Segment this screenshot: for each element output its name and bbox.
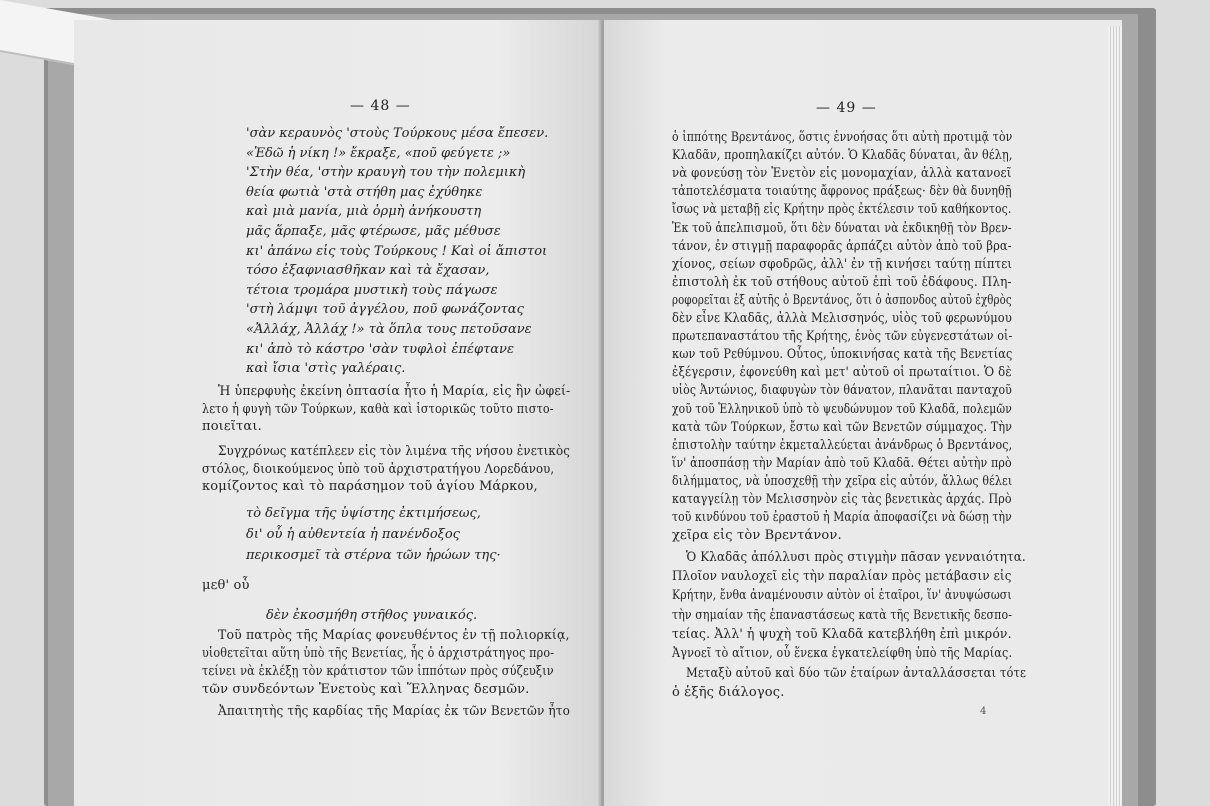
text-line: 'Στὴν θέα, 'στὴν κραυγὴ του τὴν πολεμικὴ <box>246 165 526 181</box>
text-line: χοῦ τοῦ Ἑλληνικοῦ ὑπὸ τὸ ψευδώνυμον τοῦ Κλαδᾶ, πολεμῶν <box>672 401 1012 417</box>
text-line: τείας. Ἀλλ' ἡ ψυχὴ τοῦ Κλαδᾶ κατεβλήθη ἐπὶ μικρόν. <box>672 626 1012 642</box>
text-line: Ἐκ τοῦ ἀπελπισμοῦ, ὅτι δὲν δύναται νὰ ἐκδικηθῇ τὸν Βρεν- <box>672 220 1012 236</box>
text-line: Τοῦ πατρὸς τῆς Μαρίας φονευθέντος ἐν τῇ πολιορκίᾳ, <box>218 628 570 643</box>
text-line: ἴσως νὰ μεταβῇ εἰς Κρήτην πρὸς ἐκτέλεσιν τοῦ καθήκοντος. <box>672 202 1012 218</box>
text-line: Ἀπαιτητὴς τῆς καρδίας τῆς Μαρίας ἐκ τῶν Βενετῶν ἦτο <box>218 704 571 719</box>
text-line: μᾶς ἅρπαξε, μᾶς φτέρωσε, μᾶς μέθυσε <box>246 224 501 239</box>
text-line: καταγγείλῃ τὸν Μελισσηνὸν εἰς τὰς βενετικὰς ἀρχάς. Πρὸ <box>672 492 1012 507</box>
text-line: καὶ ἴσια 'στὶς γαλέραις. <box>246 361 406 377</box>
page-number-right: — 49 — <box>816 100 877 116</box>
text-line: Πλοῖον ναυλοχεῖ εἰς τὴν παραλίαν πρὸς μετάβασιν εἰς <box>672 569 1012 585</box>
text-line: περικοσμεῖ τὰ στέρνα τῶν ἡρώων της· <box>246 548 501 563</box>
text-line: τείνει νὰ ἐκλέξῃ τὸν κράτιστον τῶν ἱππότων πρὸς σύζευξιν <box>202 664 554 679</box>
page-number-left: — 48 — <box>350 98 411 114</box>
text-line: δὲν εἶνε Κλαδᾶς, ἀλλὰ Μελισσηνός, υἱὸς τοῦ φερωνύμου <box>672 311 1012 326</box>
text-line: ὁ ἑξῆς διάλογος. <box>672 685 785 700</box>
text-line: ἵν' ἀποσπάσῃ τὴν Μαρίαν ἀπὸ τοῦ Κλαδᾶ. Θέτει αὐτὴν πρὸ <box>672 455 1012 471</box>
text-line: τοῦ κινδύνου τοῦ ἐραστοῦ ἡ Μαρία ἀποφασίζει νὰ δώσῃ τὴν <box>672 510 1012 526</box>
text-line: Μεταξὺ αὐτοῦ καὶ δύο τῶν ἑταίρων ἀνταλλάσσεται τότε <box>686 666 1027 681</box>
text-line: χίονος, σείων σφοδρῶς, ἀλλ' ἐν τῇ κινήσει ταύτῃ πίπτει <box>672 256 1013 272</box>
text-line: καὶ μιὰ μανία, μιὰ ὁρμὴ ἀνήκουστη <box>246 204 482 220</box>
text-line: «Ἐδῶ ἡ νίκη !» ἔκραξε, «ποῦ φεύγετε ;» <box>246 145 511 161</box>
signature-mark: 4 <box>980 706 987 717</box>
text-line: τόσο ἐξαφνιασθῆκαν καὶ τὰ ἔχασαν, <box>246 263 490 279</box>
text-line: «Ἀλλάχ, Ἀλλάχ !» τὰ ὅπλα τους πετοῦσανε <box>246 322 532 337</box>
text-line: τάνον, ἐν στιγμῇ παραφορᾶς ἁρπάζει αὐτὸν ἀπὸ τοῦ βρα- <box>672 238 1012 254</box>
text-line: κι' ἀπάνω εἰς τοὺς Τούρκους ! Καὶ οἱ ἄπιστοι <box>246 243 548 259</box>
text-line: τὸ δεῖγμα τῆς ὑψίστης ἐκτιμήσεως, <box>246 506 481 521</box>
right-page <box>604 20 1122 806</box>
page-edges <box>1108 26 1122 806</box>
text-line: Ὁ Κλαδᾶς ἀπόλλυσι πρὸς στιγμὴν πᾶσαν γενναιότητα. <box>686 550 1026 565</box>
text-line: τῶν συνδεόντων Ἐνετοὺς καὶ Ἕλληνας δεσμῶν. <box>202 682 530 697</box>
text-line: υἱοθετεῖται αὕτη ὑπὸ τῆς Βενετίας, ἧς ὁ ἀρχιστράτηγος προ- <box>202 646 555 661</box>
text-line: κων τοῦ Ρεθύμνου. Οὗτος, ὑποκινήσας κατὰ τῆς Βενετίας <box>672 347 1013 363</box>
text-line: Ἡ ὑπερφυὴς ἐκείνη ὀπτασία ἦτο ἡ Μαρία, εἰς ἣν ὠφεί- <box>218 384 571 399</box>
text-line: ἐπιστολὴ ἐκ τοῦ στήθους αὐτοῦ ἐπὶ τοῦ ἐδάφους. Πλη- <box>672 274 1012 290</box>
text-line: κομίζοντος καὶ τὸ παράσημον τοῦ ἁγίου Μάρκου, <box>202 479 538 494</box>
text-line: δι' οὗ ἡ αὐθεντεία ἡ πανένδοξος <box>246 527 460 542</box>
text-line: Κλαδᾶν, προπηλακίζει αὐτόν. Ὁ Κλαδᾶς δύναται, ἂν θέλῃ, <box>672 148 1013 164</box>
text-line: θεία φωτιὰ 'στὰ στήθη μας ἐχύθηκε <box>246 184 483 200</box>
text-line: Συγχρόνως κατέπλεεν εἰς τὸν λιμένα τῆς νήσου ἐνετικὸς <box>218 444 570 459</box>
text-line: διλήμματος, νὰ ὑποσχεθῇ τὴν χεῖρα εἰς αὐτόν, ἄλλως θέλει <box>672 473 1013 489</box>
text-line: στόλος, διοικούμενος ὑπὸ τοῦ ἀρχιστρατήγου Λορεδάνου, <box>202 461 555 477</box>
text-line: κατὰ τῶν Τούρκων, ἔστω καὶ τῶν Βενετῶν σύμμαχος. Τὴν <box>672 419 1013 435</box>
text-line: Κρήτην, ἔνθα ἀναμένουσιν αὐτὸν οἱ ἑταῖροι, ἵν' ἀνυψώσωσι <box>672 588 1012 604</box>
left-page <box>74 20 602 806</box>
text-meth-ou: μεθ' οὗ <box>202 578 250 593</box>
text-line: τἀποτελέσματα τοιαύτης ἄφρονος πράξεως· δὲν θὰ δυνηθῇ <box>672 184 1012 200</box>
text-line: ἐπιστολὴν ταύτην ἐκμεταλλεύεται ἀνάνδρως ὁ Βρεντάνος, <box>672 437 1013 453</box>
text-line: Ἀγνοεῖ τὸ αἴτιον, οὗ ἕνεκα ἐγκατελείφθη ὑπὸ τῆς Μαρίας. <box>672 646 1013 661</box>
text-line: υἱὸς Ἀντώνιος, διαφυγὼν τὸν θάνατον, πλανᾶται πανταχοῦ <box>672 383 1012 399</box>
text-line: ποιεῖται. <box>202 419 262 434</box>
text-line: χεῖρα εἰς τὸν Βρεντάνον. <box>672 528 842 544</box>
text-line: ἐξέγερσιν, ἐφονεύθη καὶ μετ' αὐτοῦ οἱ πρωταίτιοι. Ὁ δὲ <box>672 365 1012 381</box>
text-line: τὴν σημαίαν τῆς ἐπαναστάσεως κατὰ τῆς Βενετικῆς δεσπο- <box>672 607 1013 623</box>
text-line: 'στὴ λάμψι τοῦ ἀγγέλου, ποῦ φωνάζοντας <box>246 302 524 318</box>
text-line: 'σὰν κεραυνὸς 'στοὺς Τούρκους μέσα ἔπεσεν. <box>246 126 549 141</box>
text-line: τέτοια τρομάρα μυστικὴ τοὺς πάγωσε <box>246 282 498 298</box>
text-line: λετο ἡ φυγὴ τῶν Τούρκων, καθὰ καὶ ἱστορικῶς τοῦτο πιστο- <box>202 401 554 417</box>
text-line: ὁ ἱππότης Βρεντάνος, ὅστις ἐννοήσας ὅτι αὐτὴ προτιμᾷ τὸν <box>672 130 1013 145</box>
verse-line-final: δὲν ἐκοσμήθη στῆθος γυναικός. <box>266 608 478 623</box>
text-line: πρωτεπαναστάτου τῆς Κρήτης, ἑνὸς τῶν εὐγενεστάτων οἰ- <box>672 329 1013 345</box>
text-line: ροφορεῖται ἐξ αὐτῆς ὁ Βρεντάνος, ὅτι ὁ ἀσπονδος αὐτοῦ ἐχθρὸς <box>672 292 1012 308</box>
text-line: νὰ φονεύσῃ τὸν Ἐνετὸν εἰς μονομαχίαν, ἀλλὰ κατανοεῖ <box>672 166 1012 182</box>
text-line: κι' ἀπὸ τὸ κάστρο 'σὰν τυφλοὶ ἐπέφτανε <box>246 341 514 357</box>
